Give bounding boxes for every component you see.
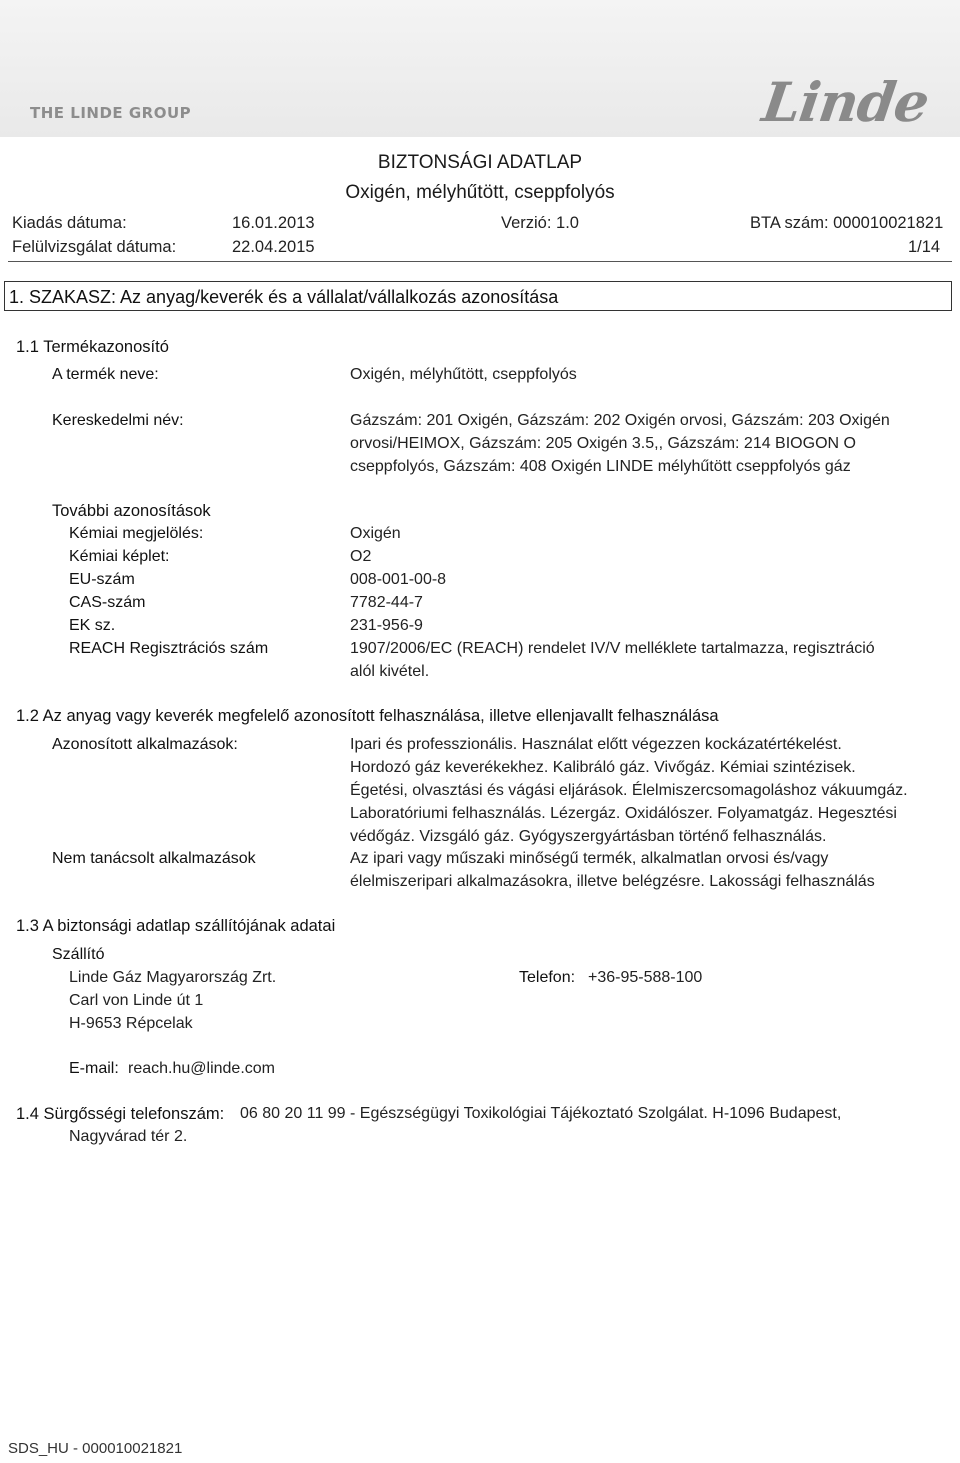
phone-value: +36-95-588-100	[588, 969, 703, 986]
identified-uses-line: Ipari és professzionális. Használat előtt végezzen kockázatértékelést.	[350, 736, 842, 753]
formula-label: Kémiai képlet:	[69, 548, 170, 565]
header-divider	[8, 261, 952, 262]
supplier-address-line: Linde Gáz Magyarország Zrt.	[69, 969, 277, 986]
issue-date-label: Kiadás dátuma:	[12, 214, 127, 232]
supplier-label: Szállító	[52, 946, 105, 963]
issue-date: 16.01.2013	[232, 214, 315, 232]
trade-name-line: orvosi/HEIMOX, Gázszám: 205 Oxigén 3.5,, Gázszám: 214 BIOGON O	[350, 435, 856, 452]
not-advised-line: élelmiszeripari alkalmazásokra, illetve belégzésre. Lakossági felhasználás	[350, 873, 875, 890]
review-date: 22.04.2015	[232, 238, 315, 256]
cas-number-value: 7782-44-7	[350, 594, 423, 611]
identified-uses-line: védőgáz. Vizsgáló gáz. Gyógyszergyártásban történő felhasználás.	[350, 828, 827, 845]
chem-name-label: Kémiai megjelölés:	[69, 525, 204, 542]
page-number: 1/14	[908, 238, 941, 256]
not-advised-line: Az ipari vagy műszaki minőségű termék, alkalmatlan orvosi és/vagy	[350, 850, 829, 867]
trade-name-line: cseppfolyós, Gázszám: 408 Oxigén LINDE mélyhűtött cseppfolyós gáz	[350, 458, 851, 475]
document-title: BIZTONSÁGI ADATLAP	[377, 152, 583, 173]
chem-name-value: Oxigén	[350, 525, 401, 542]
linde-group-logo: THE LINDE GROUP	[30, 104, 192, 122]
email-label: E-mail:	[69, 1060, 119, 1077]
not-advised-label: Nem tanácsolt alkalmazások	[52, 850, 256, 867]
formula-value: O2	[350, 548, 372, 565]
cas-number-label: CAS-szám	[69, 594, 146, 611]
product-name-label: A termék neve:	[52, 366, 159, 383]
product-title: Oxigén, mélyhűtött, cseppfolyós	[345, 182, 615, 203]
identified-uses-label: Azonosított alkalmazások:	[52, 736, 238, 753]
heading-1-1: 1.1 Termékazonosító	[16, 338, 169, 356]
reach-label: REACH Regisztrációs szám	[69, 640, 269, 657]
phone-label: Telefon:	[519, 969, 576, 986]
email-value[interactable]: reach.hu@linde.com	[128, 1060, 275, 1077]
footer-id: SDS_HU - 000010021821	[8, 1440, 183, 1457]
eu-number-value: 008-001-00-8	[350, 571, 447, 588]
identified-uses-line: Laboratóriumi felhasználás. Lézergáz. Oxidálószer. Folyamatgáz. Hegesztési	[350, 805, 897, 822]
emergency-phone-text: 06 80 20 11 99 - Egészségügyi Toxikológiai Tájékoztató Szolgálat. H-1096 Budapest,	[240, 1105, 842, 1122]
heading-1-2: 1.2 Az anyag vagy keverék megfelelő azonosított felhasználása, illetve ellenjavallt felhasználása	[16, 707, 719, 725]
additional-ids-heading: További azonosítások	[52, 502, 211, 520]
trade-name-line: Gázszám: 201 Oxigén, Gázszám: 202 Oxigén orvosi, Gázszám: 203 Oxigén	[350, 412, 890, 429]
heading-1-4: 1.4 Sürgősségi telefonszám:	[16, 1105, 225, 1123]
supplier-address-line: H-9653 Répcelak	[69, 1015, 193, 1032]
ek-number-value: 231-956-9	[350, 617, 423, 634]
supplier-address-line: Carl von Linde út 1	[69, 992, 204, 1009]
section-1-heading: 1. SZAKASZ: Az anyag/keverék és a vállalat/vállalkozás azonosítása	[4, 281, 952, 311]
version: Verzió: 1.0	[501, 214, 579, 232]
identified-uses-line: Égetési, olvasztási és vágási eljárások. Élelmiszercsomagoláshoz vákuumgáz.	[350, 782, 908, 799]
heading-1-3: 1.3 A biztonsági adatlap szállítójának adatai	[16, 917, 336, 935]
review-date-label: Felülvizsgálat dátuma:	[12, 238, 177, 256]
trade-name-label: Kereskedelmi név:	[52, 412, 184, 429]
bta-number: BTA szám: 000010021821	[750, 214, 944, 232]
eu-number-label: EU-szám	[69, 571, 135, 588]
ek-number-label: EK sz.	[69, 617, 116, 634]
identified-uses-line: Hordozó gáz keverékekhez. Kalibráló gáz. Vivőgáz. Kémiai szintézisek.	[350, 759, 856, 776]
reach-line: 1907/2006/EC (REACH) rendelet IV/V melléklete tartalmazza, regisztráció	[350, 640, 875, 657]
linde-logo: Linde	[758, 70, 933, 134]
product-name-value: Oxigén, mélyhűtött, cseppfolyós	[350, 366, 577, 383]
emergency-phone-text: Nagyvárad tér 2.	[69, 1128, 188, 1145]
reach-line: alól kivétel.	[350, 663, 430, 680]
